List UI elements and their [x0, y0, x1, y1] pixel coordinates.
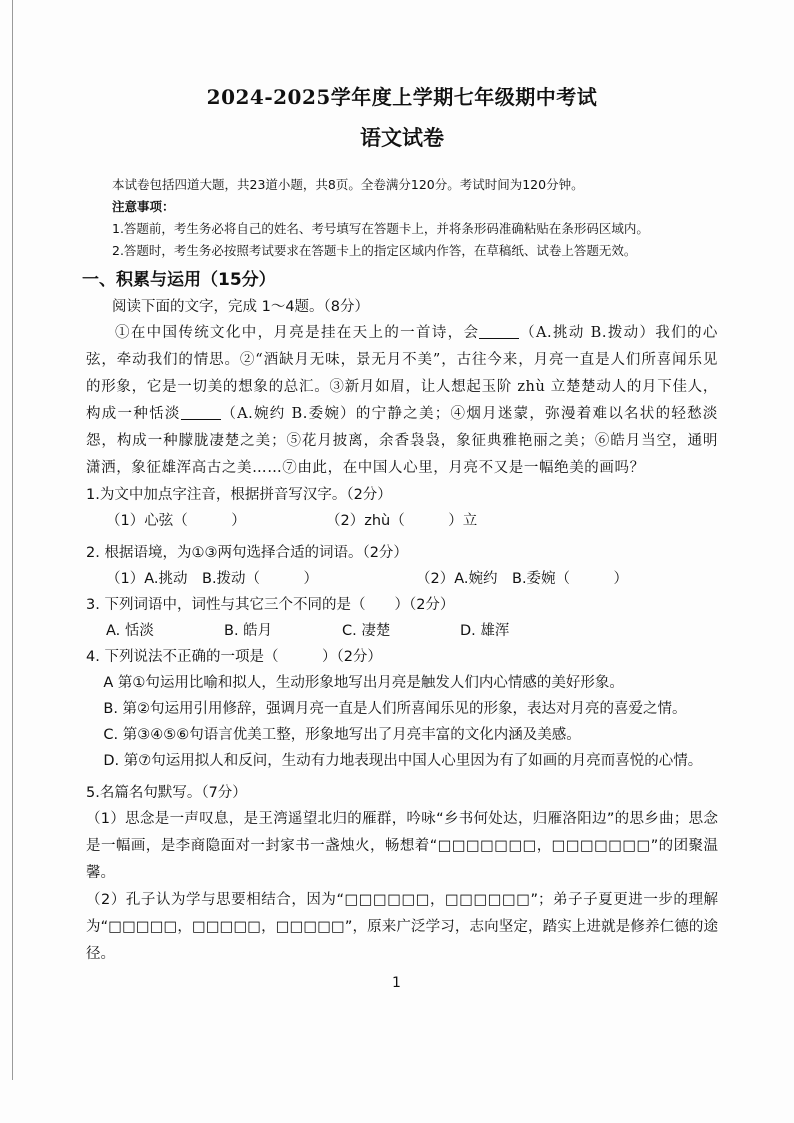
passage-part-3: （A.婉约 B.委婉）的宁静之美；④烟月迷蒙，弥漫着难以名状的轻愁淡怨，构成一种朦胧凄楚之美；⑤花月披离，余香袅袅，象征典雅艳丽之美；⑥皓月当空，通明潇洒，象征雄浑高古之美……⑦由此，在中国人心里，月亮不又是一幅绝美的画吗？: [86, 406, 718, 476]
question-4-option-b: B. 第②句运用引用修辞，强调月亮一直是人们所喜闻乐见的形象，表达对月亮的喜爱之情。: [103, 701, 687, 717]
question-3-option-b: B. 皓月: [224, 623, 273, 639]
note-1: 1.答题前，考生务必将自己的姓名、考号填写在答题卡上，并将条形码准确粘贴在条形码区域内。: [112, 221, 649, 236]
exam-subtitle: 语文试卷: [360, 125, 444, 150]
question-1-stem: 1.为文中加点字注音，根据拼音写汉字。（2分）: [86, 487, 392, 503]
page-content: [82, 84, 718, 968]
question-2-part-b: （2）A.婉约 B.委婉（ ）: [416, 571, 629, 587]
passage-part-2: （A.挑动 B.拨动）我们的心弦，牵动我们的情思。②“酒缺月无味，景无月不美”，古往今来，月亮一直是人们所喜闻乐见的形象，它是一切美的想象的总汇。③新月如眉，让人想起玉阶 zhù 立楚楚动人的月下佳人，构成一种恬淡: [86, 325, 718, 422]
instructions: [86, 174, 718, 262]
exam-summary: 本试卷包括四道大题，共23道小题，共8页。全卷满分120分。考试时间为120分钟。: [112, 177, 584, 192]
question-3-option-c: C. 凄楚: [342, 623, 391, 639]
question-5-stem: 5.名篇名句默写。（7分）: [86, 785, 247, 801]
question-4-option-d: D. 第⑦句运用拟人和反问，生动有力地表现出中国人心里因为有了如画的月亮而喜悦的心情。: [103, 753, 703, 769]
question-5-part-1: （1）思念是一声叹息，是王湾遥望北归的雁群，吟咏“乡书何处达，归雁洛阳边”的思乡曲；思念是一幅画，是李商隐面对一封家书一盏烛火，畅想着“□□□□□□□，□□□□□□□”的团聚温馨。: [86, 811, 718, 881]
passage-part-1: ①在中国传统文化中，月亮是挂在天上的一首诗，会: [115, 325, 480, 341]
binding-line: [12, 0, 13, 1080]
question-3-option-d: D. 雄浑: [460, 623, 510, 639]
answer-blank-2[interactable]: [181, 403, 221, 420]
question-3-options: [86, 618, 718, 644]
exam-title: 2024-2025学年度上学期七年级期中考试: [206, 85, 598, 109]
notes-heading: 注意事项：: [112, 199, 175, 214]
question-1-part-b: （2）zhù（ ）立: [326, 513, 478, 529]
note-2: 2.答题时，考生务必按照考试要求在答题卡上的指定区域内作答，在草稿纸、试卷上答题无效。: [112, 243, 637, 258]
question-1-part-a: （1）心弦（ ）: [106, 513, 246, 529]
question-2-answers: [86, 566, 718, 592]
answer-blank-1[interactable]: [479, 322, 519, 339]
section-1-heading: 一、积累与运用（15分）: [82, 270, 276, 290]
question-2-stem: 2. 根据语境，为①③两句选择合适的词语。（2分）: [86, 545, 408, 561]
question-4-stem: 4. 下列说法不正确的一项是（ ）（2分）: [86, 649, 382, 665]
reading-passage: [86, 320, 718, 482]
page-number: 1: [392, 975, 401, 991]
question-4-option-a: A 第①句运用比喻和拟人，生动形象地写出月亮是触发人们内心情感的美好形象。: [103, 675, 624, 691]
reading-lead: 阅读下面的文字，完成 1～4题。（8分）: [112, 299, 370, 315]
question-3-stem: 3. 下列词语中，词性与其它三个不同的是（ ）（2分）: [86, 597, 455, 613]
question-2-part-a: （1）A.挑动 B.拨动（ ）: [106, 571, 319, 587]
question-5-part-2: （2）孔子认为学与思要相结合，因为“□□□□□□，□□□□□□”；弟子子夏更进一步的理解为“□□□□□，□□□□□，□□□□□”，原来广泛学习，志向坚定，踏实上进就是修养仁德的途径。: [86, 892, 718, 962]
question-1-answers: [86, 508, 718, 534]
question-3-option-a: A. 恬淡: [106, 623, 154, 639]
question-4-option-c: C. 第③④⑤⑥句语言优美工整，形象地写出了月亮丰富的文化内涵及美感。: [103, 727, 581, 743]
